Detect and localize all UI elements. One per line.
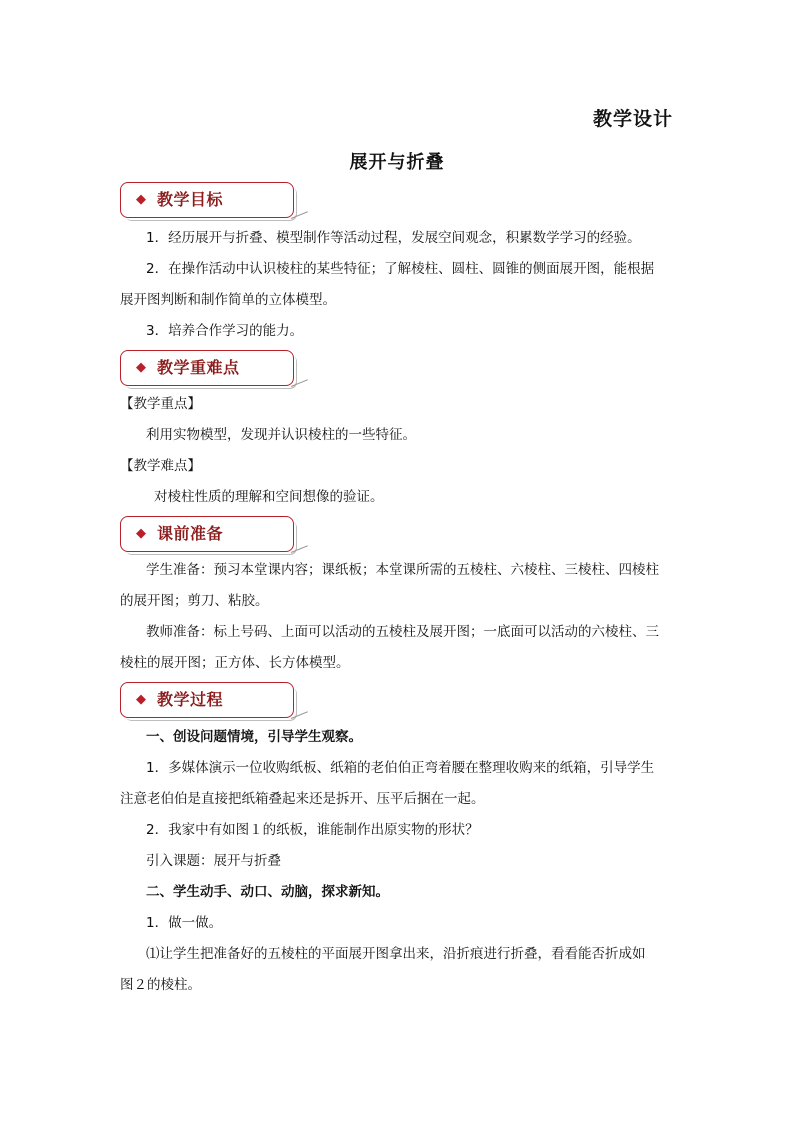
goal-item: 3．培养合作学习的能力。	[146, 323, 304, 339]
heading-tab-decoration	[291, 711, 308, 719]
section-heading-label: 课前准备	[157, 524, 224, 543]
process-item: 2．我家中有如图１的纸板，谁能制作出原实物的形状？	[146, 822, 479, 838]
process-part-title: 一、创设问题情境，引导学生观察。	[146, 729, 362, 745]
process-item-continued: 注意老伯伯是直接把纸箱叠起来还是拆开、压平后捆在一起。	[120, 791, 485, 807]
teacher-prep-text: 教师准备：标上号码、上面可以活动的五棱柱及展开图；一底面可以活动的六棱柱、三	[146, 624, 659, 640]
process-part-title: 二、学生动手、动口、动脑，探求新知。	[146, 884, 389, 900]
diamond-bullet-icon: ◆	[136, 360, 146, 375]
diamond-bullet-icon: ◆	[136, 692, 146, 707]
process-item: 1．做一做。	[146, 915, 223, 931]
focus-text: 利用实物模型，发现并认识棱柱的一些特征。	[146, 427, 416, 443]
process-item: 1．多媒体演示一位收购纸板、纸箱的老伯伯正弯着腰在整理收购来的纸箱，引导学生	[146, 760, 655, 776]
diamond-bullet-icon: ◆	[136, 526, 146, 541]
topic-intro: 引入课题：展开与折叠	[146, 853, 281, 869]
lesson-title: 展开与折叠	[349, 152, 445, 173]
document-type-label: 教学设计	[592, 108, 673, 130]
process-sub-item-continued: 图２的棱柱。	[120, 977, 201, 993]
section-heading-key-points	[120, 350, 294, 386]
goal-item: 2．在操作活动中认识棱柱的某些特征；了解棱柱、圆柱、圆锥的侧面展开图，能根据	[146, 261, 655, 277]
section-heading-prep	[120, 516, 294, 552]
section-heading-goals	[120, 182, 294, 218]
heading-tab-decoration	[291, 545, 308, 553]
process-sub-item: ⑴让学生把准备好的五棱柱的平面展开图拿出来，沿折痕进行折叠，看看能否折成如	[146, 946, 646, 962]
student-prep-text-continued: 的展开图；剪刀、粘胶。	[120, 593, 269, 609]
section-heading-label: 教学过程	[157, 690, 224, 709]
student-prep-text: 学生准备：预习本堂课内容；课纸板；本堂课所需的五棱柱、六棱柱、三棱柱、四棱柱	[146, 562, 659, 578]
section-heading-label: 教学目标	[157, 190, 224, 209]
teacher-prep-text-continued: 棱柱的展开图；正方体、长方体模型。	[120, 655, 350, 671]
goal-item-continued: 展开图判断和制作简单的立体模型。	[120, 292, 336, 308]
diamond-bullet-icon: ◆	[136, 192, 146, 207]
difficulty-label: 【教学难点】	[120, 458, 201, 474]
section-heading-process	[120, 682, 294, 718]
focus-label: 【教学重点】	[120, 396, 201, 412]
goal-item: 1．经历展开与折叠、模型制作等活动过程，发展空间观念，积累数学学习的经验。	[146, 230, 641, 246]
heading-tab-decoration	[291, 379, 308, 387]
section-heading-label: 教学重难点	[157, 358, 240, 377]
difficulty-text: 对棱柱性质的理解和空间想像的验证。	[154, 489, 384, 505]
heading-tab-decoration	[291, 211, 308, 219]
